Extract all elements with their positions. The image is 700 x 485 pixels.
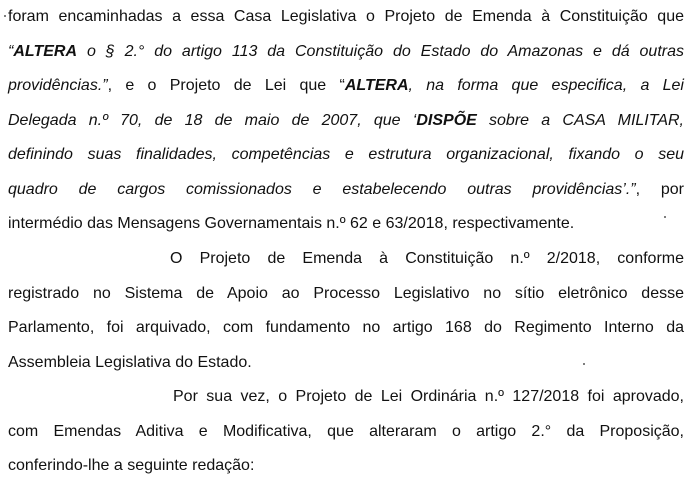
scan-speck	[664, 216, 666, 218]
paragraph-pec-arquivada	[8, 242, 684, 380]
text-line: intermédio das Mensagens Governamentais n.º 62 e 63/2018, respectivamente.	[8, 215, 575, 232]
text-line: Por sua vez, o Projeto de Lei Ordinária n.º 127/2018 foi aprovado,	[173, 388, 684, 405]
paragraph-pl-aprovado	[8, 380, 684, 484]
text-line: “ALTERA o § 2.° do artigo 113 da Constituição do Estado do Amazonas e dá outras	[8, 42, 684, 60]
text-line: Delegada n.º 70, de 18 de maio de 2007, que ‘DISPÕE sobre a CASA MILITAR,	[8, 111, 684, 129]
text-line: quadro de cargos comissionados e estabelecendo outras providências’.”, por	[8, 180, 685, 198]
text-line: registrado no Sistema de Apoio ao Processo Legislativo no sítio eletrônico desse	[8, 284, 684, 302]
text-line: providências.”, e o Projeto de Lei que “ALTERA, na forma que especifica, a Lei	[8, 77, 684, 94]
scan-speck	[583, 363, 585, 365]
text-line: O Projeto de Emenda à Constituição n.º 2/2018, conforme	[170, 250, 684, 267]
scan-speck	[4, 15, 6, 17]
text-line: com Emendas Aditiva e Modificativa, que alteraram o artigo 2.° da Proposição,	[8, 422, 684, 440]
text-line: Assembleia Legislativa do Estado.	[8, 353, 252, 371]
paragraph-mensagens	[8, 0, 684, 242]
text-line: definindo suas finalidades, competências e estrutura organizacional, fixando o seu	[8, 146, 684, 163]
text-line: foram encaminhadas a essa Casa Legislativa o Projeto de Emenda à Constituição que	[8, 8, 684, 25]
text-line: Parlamento, foi arquivado, com fundamento no artigo 168 do Regimento Interno da	[8, 319, 684, 336]
text-line: conferindo-lhe a seguinte redação:	[8, 457, 255, 474]
